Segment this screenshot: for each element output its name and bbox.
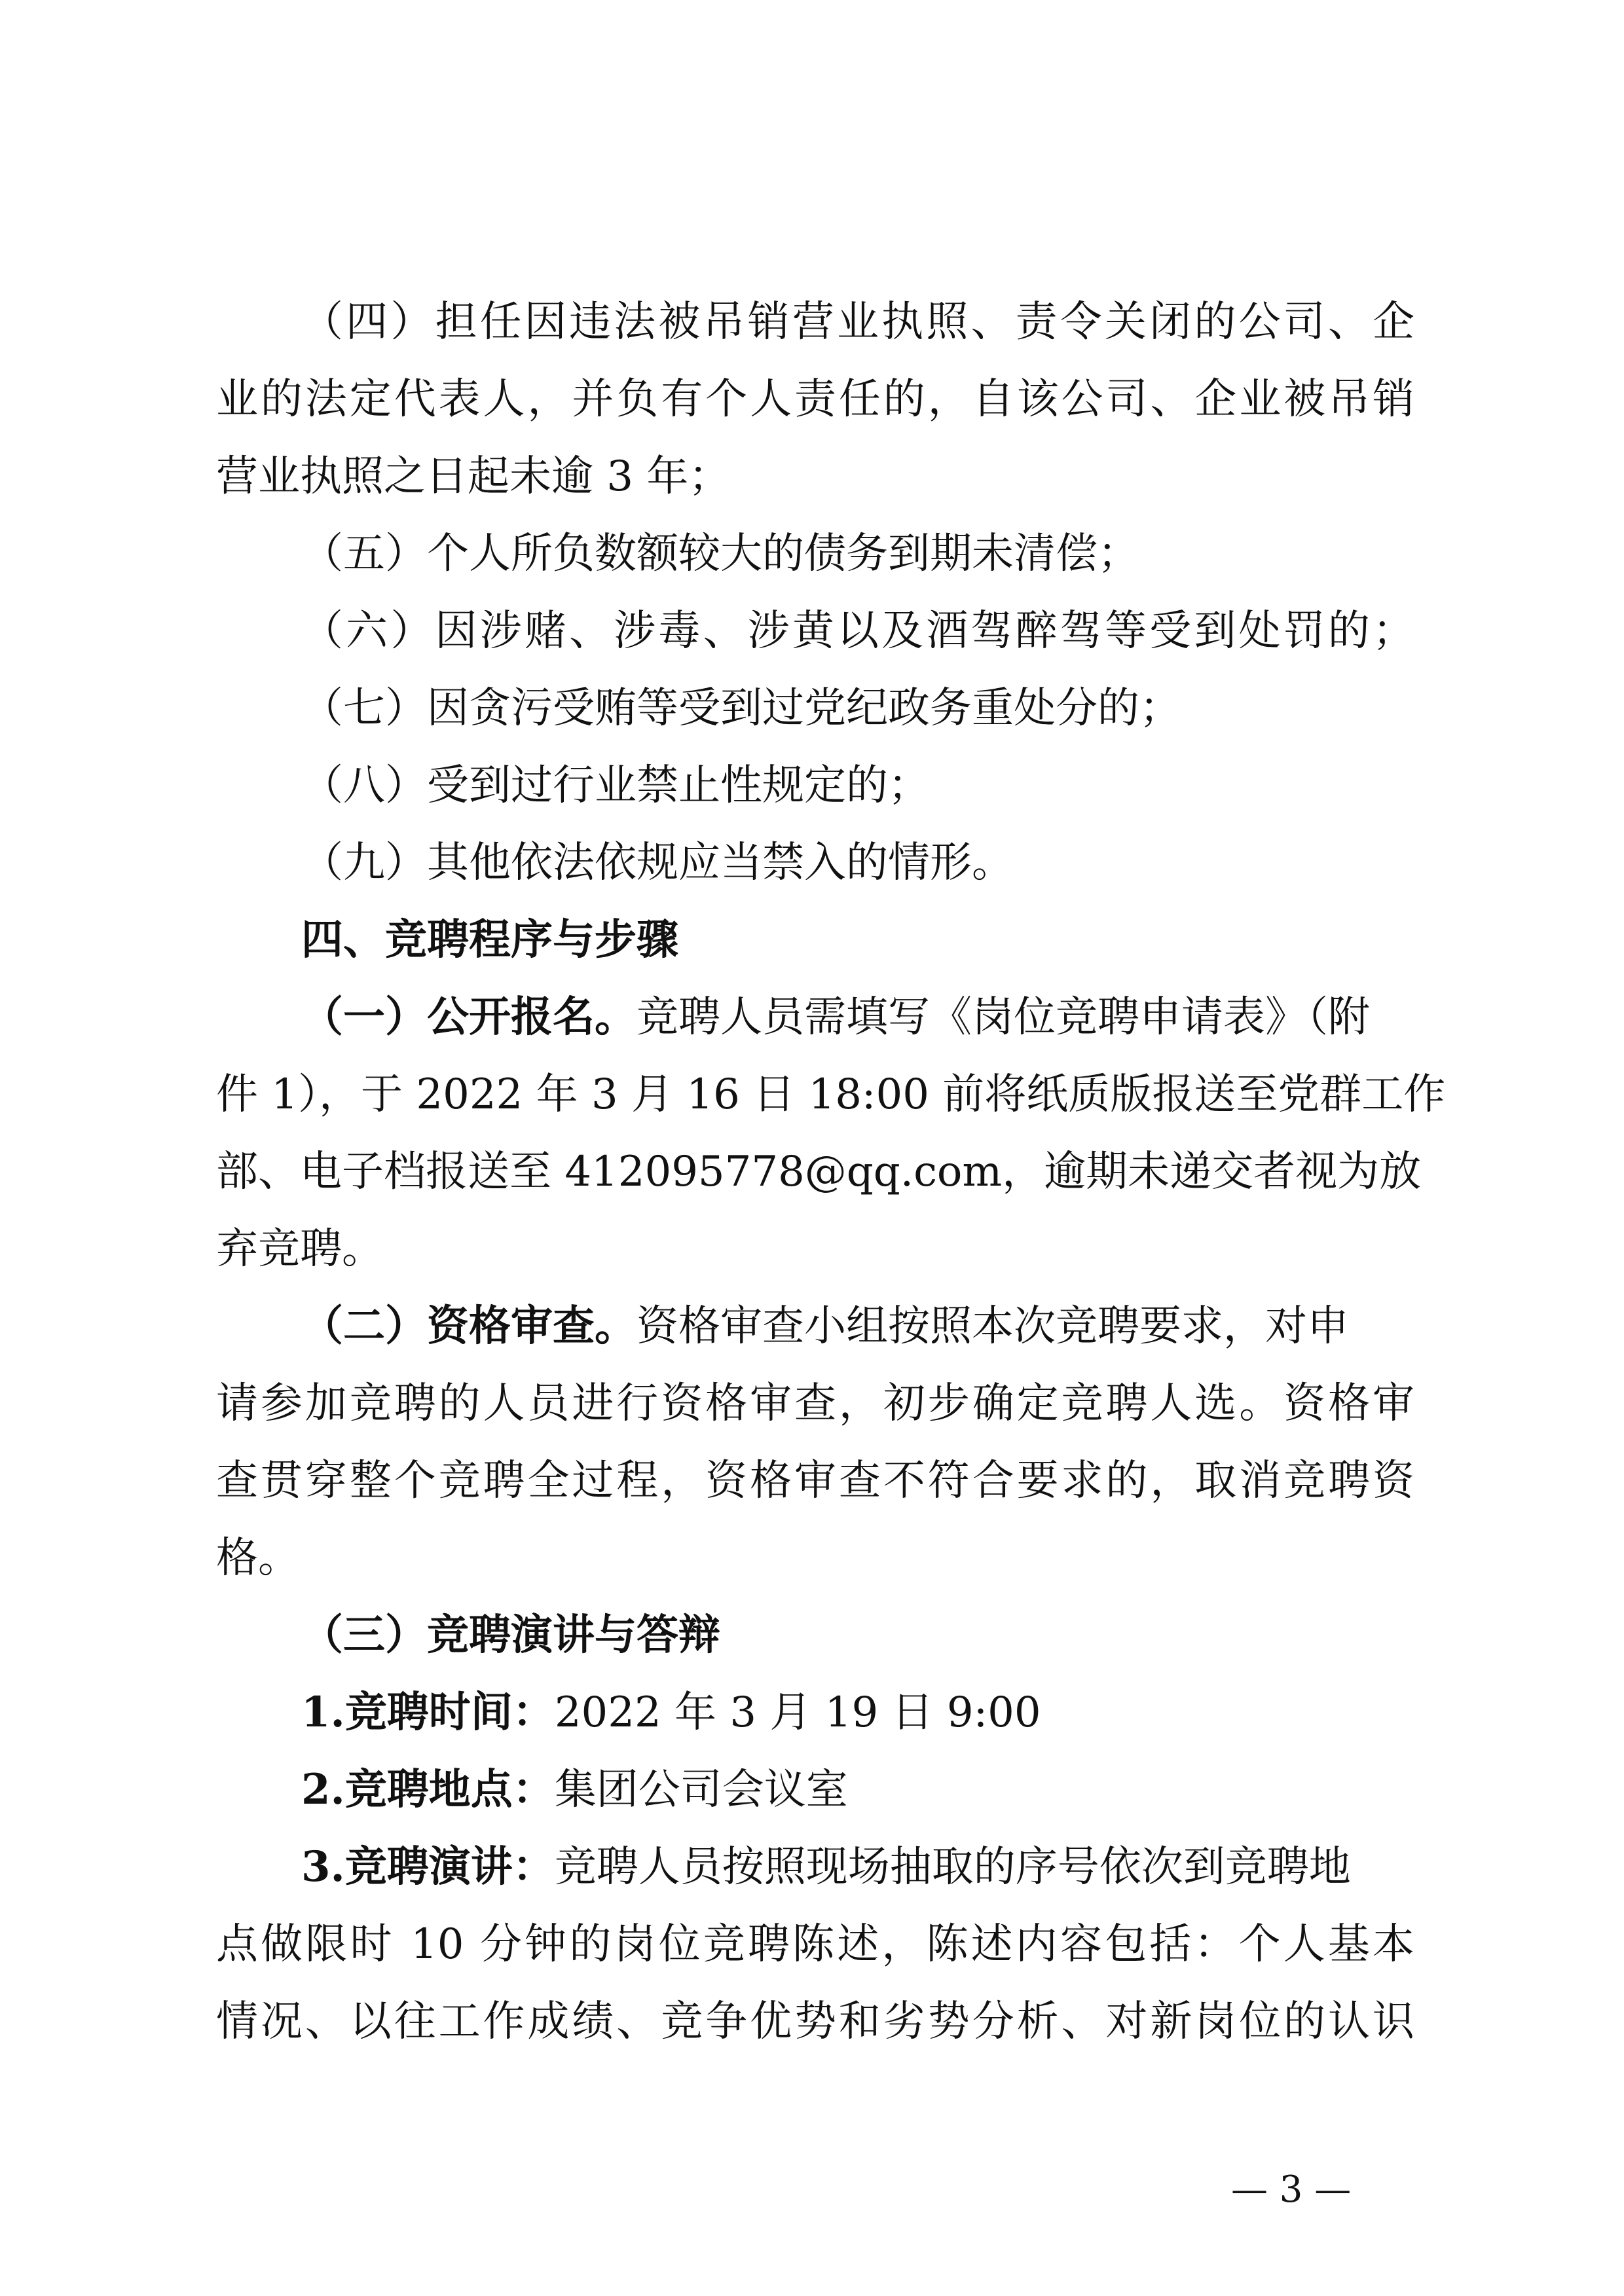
subsection-heading: （三）竞聘演讲与答辩 [301, 1611, 720, 1660]
paragraph-line: 部、电子档报送至 412095778@qq.com，逾期未递交者视为放 [216, 1148, 1422, 1196]
detail-line [301, 1686, 1414, 1739]
subsection-heading: （一）公开报名。 [301, 993, 637, 1042]
list-item: （八）受到过行业禁止性规定的； [301, 761, 930, 810]
subsection-heading: （二）资格审查。 [301, 1302, 637, 1351]
detail-value: 集团公司会议室 [554, 1766, 848, 1814]
section-heading: 四、竞聘程序与步骤 [301, 915, 678, 964]
paragraph-line: （四）担任因违法被吊销营业执照、责令关闭的公司、企 [301, 298, 1414, 346]
page-number: — 3 — [1231, 2168, 1352, 2211]
list-item: （六）因涉赌、涉毒、涉黄以及酒驾醉驾等受到处罚的； [301, 607, 1414, 655]
paragraph-line: 件 1），于 2022 年 3 月 16 日 18:00 前将纸质版报送至党群工作 [216, 1070, 1446, 1119]
paragraph-text: 竞聘人员需填写《岗位竞聘申请表》（附 [637, 993, 1370, 1042]
paragraph-line [301, 991, 1414, 1044]
detail-label: 2.竞聘地点： [301, 1765, 555, 1814]
paragraph-line: 情况、以往工作成绩、竞争优势和劣势分析、对新岗位的认识 [216, 1997, 1414, 2046]
detail-line [301, 1764, 1414, 1816]
list-item: （五）个人所负数额较大的债务到期未清偿； [301, 530, 1139, 578]
detail-line [301, 1841, 1414, 1893]
paragraph-line: 请参加竞聘的人员进行资格审查，初步确定竞聘人选。资格审 [216, 1379, 1414, 1428]
paragraph-line: 点做限时 10 分钟的岗位竞聘陈述，陈述内容包括：个人基本 [216, 1920, 1414, 1969]
paragraph-line: 弃竞聘。 [216, 1225, 384, 1273]
paragraph-line [301, 1300, 1414, 1353]
paragraph-line: 业的法定代表人，并负有个人责任的，自该公司、企业被吊销 [216, 375, 1414, 424]
paragraph-line: 营业执照之日起未逾 3 年； [216, 452, 731, 501]
list-item: （九）其他依法依规应当禁入的情形。 [301, 839, 1014, 887]
list-item: （七）因贪污受贿等受到过党纪政务重处分的； [301, 684, 1181, 733]
detail-label: 3.竞聘演讲： [301, 1842, 555, 1891]
detail-value: 2022 年 3 月 19 日 9:00 [554, 1688, 1041, 1737]
paragraph-line: 格。 [216, 1534, 300, 1582]
paragraph-line: 查贯穿整个竞聘全过程，资格审查不符合要求的，取消竞聘资 [216, 1457, 1414, 1505]
detail-label: 1.竞聘时间： [301, 1688, 555, 1737]
paragraph-text: 资格审查小组按照本次竞聘要求，对申 [637, 1302, 1349, 1351]
detail-value: 竞聘人员按照现场抽取的序号依次到竞聘地 [554, 1843, 1351, 1891]
